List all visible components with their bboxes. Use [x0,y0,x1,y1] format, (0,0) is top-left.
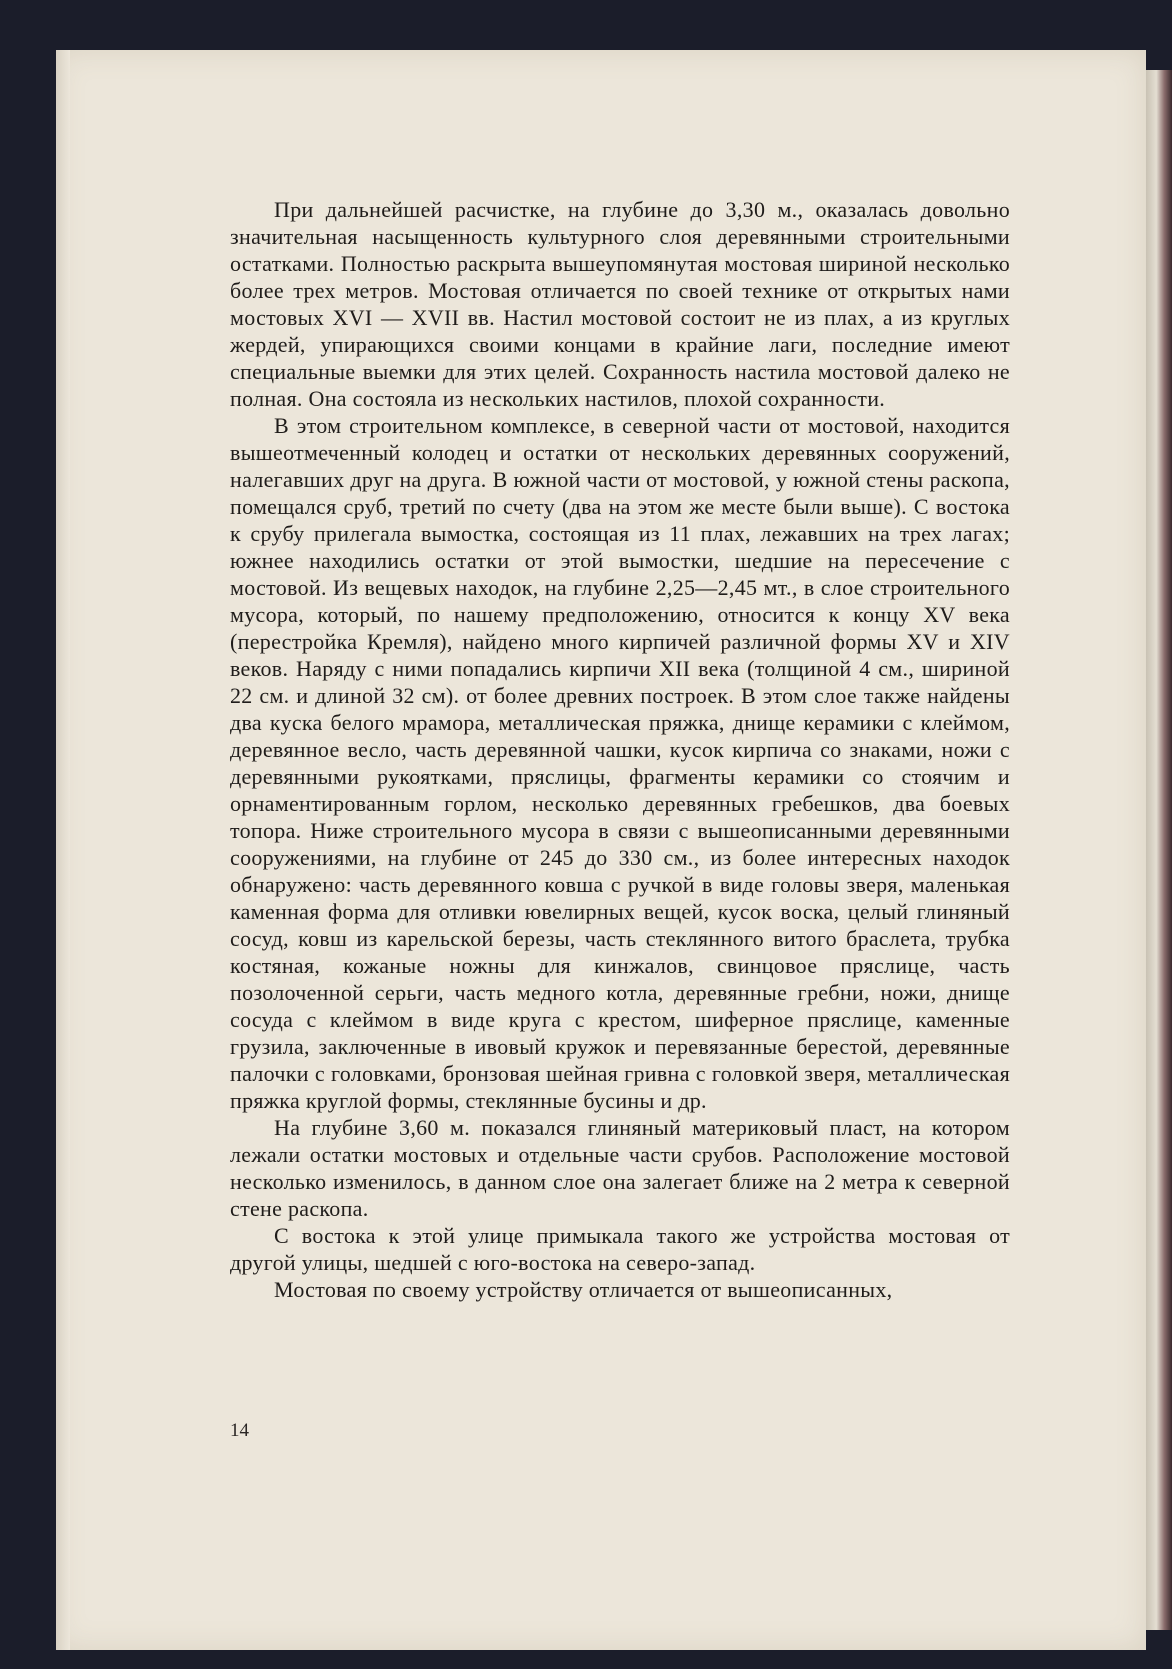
paragraph-5: Мостовая по своему устройству отличается от вышеописанных, [274,1277,893,1302]
next-page-edge [1146,70,1172,1630]
paragraph-1: При дальнейшей расчистке, на глубине до 3,30 м., оказалась довольно значительная насыщенность культурного слоя деревянными строительными остатками. Полностью раскрыта вышеупомянутая мостовая шириной несколько более трех метров. Мостовая отличается по своей технике от открытых нами мостовых XVI — XVII вв. Настил мостовой состоит не из плах, а из круглых жердей, упирающихся своими концами в крайние лаги, последние имеют специальные выемки для этих целей. Сохранность настила мостовой далеко не полная. Она состояла из нескольких настилов, плохой сохранности. [230,197,1010,411]
paragraph-3: На глубине 3,60 м. показался глиняный материковый пласт, на котором лежали остатки мостовых и отдельные части срубов. Расположение мостовой несколько изменилось, в данном слое она залегает ближе на 2 метра к северной стене раскопа. [230,1115,1010,1221]
paragraph-2: В этом строительном комплексе, в северной части от мостовой, находится вышеотмеченный колодец и остатки от нескольких деревянных сооружений, налегавших друг на друга. В южной части от мостовой, у южной стены раскопа, помещался сруб, третий по счету (два на этом же месте были выше). С востока к срубу прилегала вымостка, состоящая из 11 плах, лежавших на трех лагах; южнее находились остатки от этой вымостки, шедшие на пересечение с мостовой. Из вещевых находок, на глубине 2,25—2,45 мт., в слое строительного мусора, который, по нашему предположению, относится к концу XV века (перестройка Кремля), найдено много кирпичей различной формы XV и XIV веков. Наряду с ними попадались кирпичи XII века (толщиной 4 см., шириной 22 см. и длиной 32 см). от более древних построек. В этом слое также найдены два куска белого мрамора, металлическая пряжка, днище керамики с клеймом, деревянное весло, часть деревянной чашки, кусок кирпича со знаками, ножи с деревянными рукоятками, пряслицы, фрагменты керамики со стоячим и орнаментированным горлом, несколько деревянных гребешков, два боевых топора. Ниже строительного мусора в связи с вышеописанными деревянными сооружениями, на глубине от 245 до 330 см., из более интересных находок обнаружено: часть деревянного ковша с ручкой в виде головы зверя, маленькая каменная форма для отливки ювелирных вещей, кусок воска, целый глиняный сосуд, ковш из карельской березы, часть стеклянного витого браслета, трубка костяная, кожаные ножны для кинжалов, свинцовое пряслице, часть позолоченной серьги, часть медного котла, деревянные гребни, ножи, днище сосуда с клеймом в виде круга с крестом, шиферное пряслице, каменные грузила, заключенные в ивовый кружок и перевязанные берестой, деревянные палочки с головками, бронзовая шейная гривна с головкой зверя, металлическая пряжка круглой формы, стеклянные бусины и др. [230,413,1010,1113]
page-number: 14 [230,1420,249,1441]
page-inner-edge [56,50,70,1650]
paragraph-4: С востока к этой улице примыкала такого же устройства мостовая от другой улицы, шедшей с юго-востока на северо-запад. [230,1223,1010,1275]
body-text [230,196,1010,1303]
